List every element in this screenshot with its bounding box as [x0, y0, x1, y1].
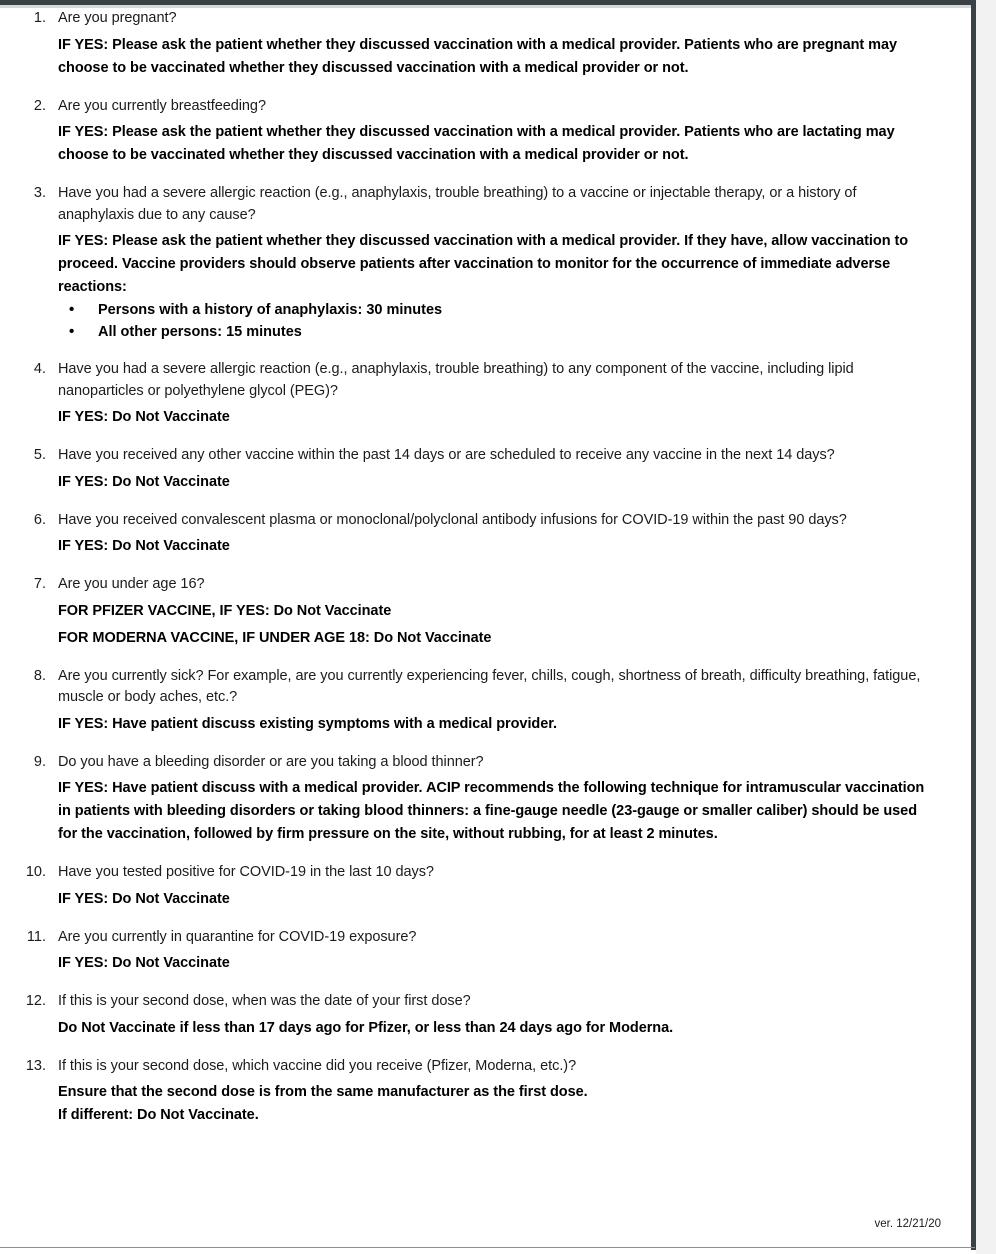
- question-answer: IF YES: Do Not Vaccinate: [58, 890, 230, 907]
- question-item: [0, 183, 930, 343]
- question-answer: IF YES: Please ask the patient whether they discussed vaccination with a medical provider. Patients who are pregnant may choose to be vaccinated whether they discussed vaccination with a medical provider or not.: [58, 36, 898, 76]
- question-text: Are you currently breastfeeding?: [58, 97, 266, 114]
- question-item: [0, 927, 930, 976]
- answer-bullet-label: Persons with a history of anaphylaxis: 30 minutes: [98, 302, 443, 318]
- document-version-note: ver. 12/21/20: [874, 1218, 941, 1230]
- question-answer: IF YES: Please ask the patient whether they discussed vaccination with a medical provider. If they have, allow vaccination to proceed. Vaccine providers should observe patients after vaccination to monitor for the occurrence of immediate adverse reactions:: [58, 233, 909, 295]
- question-text: Have you had a severe allergic reaction (e.g., anaphylaxis, trouble breathing) to a vaccine or injectable therapy, or a history of anaphylaxis due to any cause?: [58, 185, 857, 223]
- question-answer: IF YES: Do Not Vaccinate: [58, 473, 230, 490]
- bullet-dot-icon: •: [69, 323, 75, 340]
- question-text: If this is your second dose, which vaccine did you receive (Pfizer, Moderna, etc.)?: [58, 1057, 577, 1074]
- document-body: [0, 8, 960, 1143]
- question-item: [0, 8, 930, 80]
- question-number: 9.: [33, 753, 46, 770]
- question-text: If this is your second dose, when was the date of your first dose?: [58, 993, 471, 1009]
- question-answer: IF YES: Do Not Vaccinate: [58, 409, 230, 425]
- question-answer: FOR PFIZER VACCINE, IF YES: Do Not Vaccinate: [58, 602, 392, 619]
- question-text: Are you currently in quarantine for COVID-19 exposure?: [58, 928, 417, 945]
- question-item: [0, 1056, 930, 1128]
- question-text: Have you received any other vaccine within the past 14 days or are scheduled to receive any vaccine in the next 14 days?: [58, 447, 835, 463]
- question-number: 2.: [33, 97, 46, 114]
- question-text: Have you received convalescent plasma or monoclonal/polyclonal antibody infusions for COVID-19 within the past 90 days?: [58, 511, 847, 528]
- question-answer: IF YES: Do Not Vaccinate: [58, 955, 230, 971]
- screening-question-list: [0, 8, 930, 1127]
- question-number: 13.: [25, 1057, 46, 1074]
- question-item: [0, 666, 930, 736]
- question-number: 3.: [33, 185, 46, 201]
- question-answer: IF YES: Please ask the patient whether they discussed vaccination with a medical provider. Patients who are lactating may choose to be vaccinated whether they discussed vaccination with a medical provider or not.: [58, 124, 895, 163]
- question-answer: Do Not Vaccinate if less than 17 days ago for Pfizer, or less than 24 days ago for Moderna.: [58, 1019, 674, 1036]
- question-text: Do you have a bleeding disorder or are you taking a blood thinner?: [58, 753, 484, 770]
- question-number: 5.: [33, 447, 46, 463]
- question-number: 6.: [33, 511, 46, 528]
- scan-right-gutter: [976, 0, 996, 1254]
- answer-bullet-label: All other persons: 15 minutes: [98, 324, 302, 340]
- question-item: [0, 96, 930, 168]
- question-number: 7.: [33, 576, 46, 592]
- question-item: [0, 862, 930, 911]
- question-item: [0, 445, 930, 494]
- question-answer: Ensure that the second dose is from the same manufacturer as the first dose.: [58, 1084, 588, 1100]
- question-text: Are you currently sick? For example, are you currently experiencing fever, chills, cough, shortness of breath, difficulty breathing, fatigue, muscle or body aches, etc.?: [58, 667, 921, 705]
- question-number: 12.: [25, 993, 46, 1009]
- question-number: 8.: [33, 667, 46, 684]
- bullet-dot-icon: •: [69, 301, 75, 318]
- question-answer: IF YES: Have patient discuss with a medical provider. ACIP recommends the following technique for intramuscular vaccination in patients with bleeding disorders or taking blood thinners: a fine-gauge needle (23-gauge or smaller caliber) should be used for the vaccination, followed by firm pressure on the site, without rubbing, for at least 2 minutes.: [58, 780, 925, 842]
- question-number: 4.: [33, 361, 46, 377]
- question-number: 10.: [25, 864, 46, 880]
- question-number: 1.: [33, 10, 46, 26]
- question-text: Are you under age 16?: [58, 576, 205, 592]
- question-answer: IF YES: Have patient discuss existing symptoms with a medical provider.: [58, 715, 558, 732]
- answer-bullet-item: [58, 299, 930, 321]
- answer-bullet-item: [58, 321, 930, 343]
- answer-bullet-list: [58, 299, 930, 343]
- question-item: [0, 991, 930, 1040]
- question-item: [0, 752, 930, 847]
- question-item: [0, 359, 930, 429]
- question-answer: IF YES: Do Not Vaccinate: [58, 538, 230, 554]
- question-answer: FOR MODERNA VACCINE, IF UNDER AGE 18: Do Not Vaccinate: [58, 629, 492, 646]
- question-answer: If different: Do Not Vaccinate.: [58, 1107, 259, 1123]
- question-item: [0, 574, 930, 650]
- question-number: 11.: [26, 928, 46, 945]
- question-text: Have you tested positive for COVID-19 in the last 10 days?: [58, 864, 434, 880]
- question-text: Have you had a severe allergic reaction (e.g., anaphylaxis, trouble breathing) to any component of the vaccine, including lipid nanoparticles or polyethylene glycol (PEG)?: [58, 361, 854, 399]
- question-text: Are you pregnant?: [58, 10, 177, 26]
- question-item: [0, 510, 930, 559]
- scan-bottom-rule: [0, 1247, 975, 1248]
